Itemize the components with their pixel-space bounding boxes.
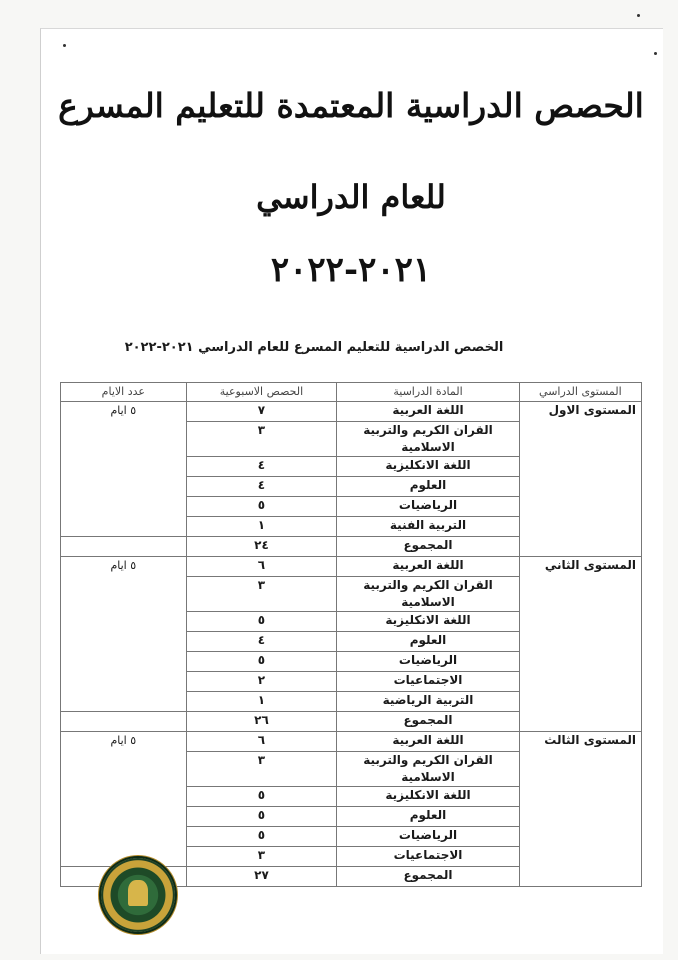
weekly-hours-cell: ٣ [186,752,337,787]
weekly-hours-cell: ٤ [186,632,337,652]
level-name: المستوى الثاني [519,557,641,732]
document-title: الحصص الدراسية المعتمدة للتعليم المسرع [58,86,644,125]
days-cell: ٥ ايام [61,557,187,712]
weekly-hours-cell: ١ [186,517,337,537]
days-cell: ٥ ايام [61,402,187,537]
weekly-hours-cell: ٤ [186,457,337,477]
total-label: المجموع [337,867,519,887]
weekly-hours-cell: ٥ [186,827,337,847]
header-level: المستوى الدراسي [519,383,641,402]
subject-cell: القران الكريم والتربية الاسلامية [337,752,519,787]
subject-cell: القران الكريم والتربية الاسلامية [337,422,519,457]
subject-cell: الرياضيات [337,827,519,847]
weekly-hours-cell: ٥ [186,612,337,632]
subject-cell: اللغة الانكليزية [337,787,519,807]
document-subtitle: للعام الدراسي [256,178,446,216]
weekly-hours-cell: ٣ [186,422,337,457]
subject-cell: الاجتماعيات [337,672,519,692]
ministry-seal-logo [101,858,175,932]
subject-cell: اللغة الانكليزية [337,457,519,477]
days-cell: ٥ ايام [61,732,187,867]
weekly-hours-cell: ٤ [186,477,337,497]
weekly-hours-cell: ٢ [186,672,337,692]
subject-cell: العلوم [337,807,519,827]
total-hours: ٢٦ [186,712,337,732]
weekly-hours-cell: ٣ [186,577,337,612]
table-row [61,732,642,752]
subject-cell: اللغة العربية [337,557,519,577]
weekly-hours-cell: ٦ [186,557,337,577]
academic-year: ٢٠٢١-٢٠٢٢ [270,250,432,290]
total-hours: ٢٤ [186,537,337,557]
subject-cell: العلوم [337,632,519,652]
weekly-hours-cell: ١ [186,692,337,712]
schedule-table [60,382,642,887]
table-caption: الخصص الدراسية للتعليم المسرع للعام الدراسي ٢٠٢١-٢٠٢٢ [124,340,504,355]
subject-cell: الاجتماعيات [337,847,519,867]
subject-cell: التربية الفنية [337,517,519,537]
total-days-empty [61,712,187,732]
subject-cell: التربية الرياضية [337,692,519,712]
subject-cell: اللغة العربية [337,402,519,422]
weekly-hours-cell: ٦ [186,732,337,752]
weekly-hours-cell: ٣ [186,847,337,867]
weekly-hours-cell: ٥ [186,652,337,672]
header-subject: المادة الدراسية [337,383,519,402]
subject-cell: الرياضيات [337,497,519,517]
weekly-hours-cell: ٥ [186,497,337,517]
weekly-hours-cell: ٥ [186,807,337,827]
header-weekly-hours: الحصص الاسبوعية [186,383,337,402]
total-days-empty [61,537,187,557]
total-label: المجموع [337,537,519,557]
subject-cell: اللغة الانكليزية [337,612,519,632]
scan-speck [63,44,66,47]
weekly-hours-cell: ٥ [186,787,337,807]
total-hours: ٢٧ [186,867,337,887]
total-label: المجموع [337,712,519,732]
table-row [61,402,642,422]
header-days: عدد الايام [61,383,187,402]
scan-speck [637,14,640,17]
scan-speck [654,52,657,55]
level-name: المستوى الثالث [519,732,641,887]
weekly-hours-cell: ٧ [186,402,337,422]
subject-cell: العلوم [337,477,519,497]
table-header-row [61,383,642,402]
subject-cell: القران الكريم والتربية الاسلامية [337,577,519,612]
level-name: المستوى الاول [519,402,641,557]
subject-cell: الرياضيات [337,652,519,672]
schedule-body [61,402,642,887]
subject-cell: اللغة العربية [337,732,519,752]
table-row [61,557,642,577]
